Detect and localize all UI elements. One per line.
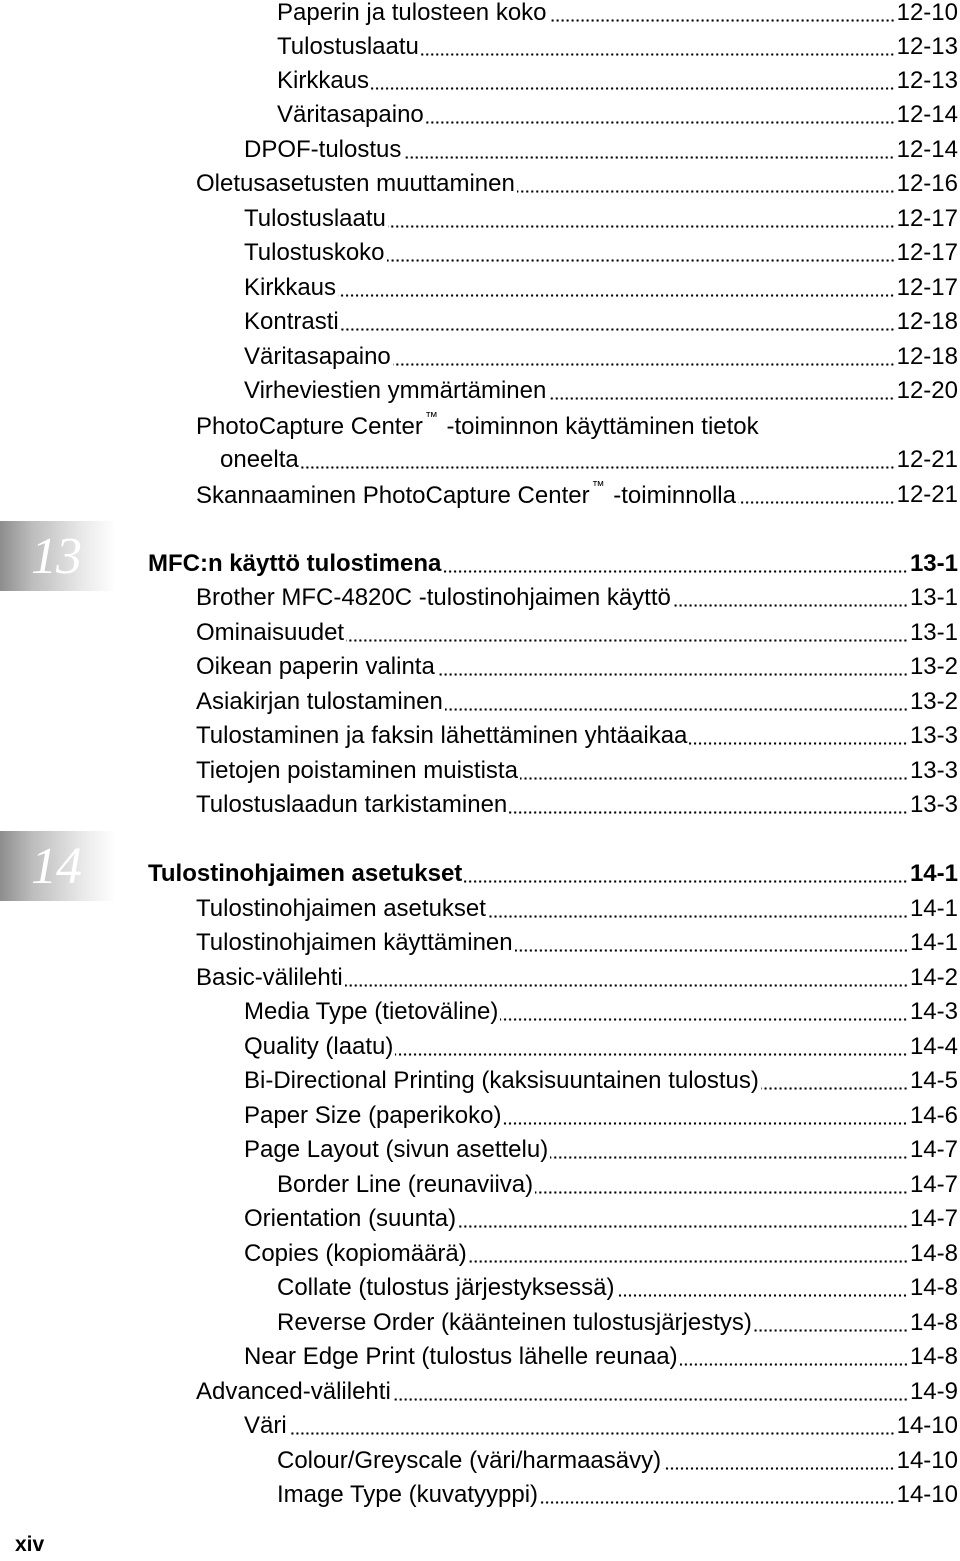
dot-leader	[443, 570, 908, 573]
dot-leader	[738, 501, 895, 504]
toc-entry-page: 12-17	[896, 205, 958, 232]
toc-entry-title: Basic-välilehti	[196, 964, 343, 991]
toc-entry-page: 12-14	[896, 136, 958, 163]
dot-leader	[388, 225, 895, 228]
dot-leader	[754, 1329, 908, 1332]
toc-entry[interactable]	[244, 374, 958, 408]
dot-leader	[535, 1191, 908, 1194]
toc-entry-title: Tulostinohjaimen käyttäminen	[196, 929, 513, 956]
dot-leader	[421, 53, 895, 56]
toc-entry-page: 13-3	[909, 722, 958, 749]
toc-entry[interactable]	[196, 581, 958, 615]
toc-entry[interactable]	[196, 788, 958, 822]
toc-entry-title: Tulostaminen ja faksin lähettäminen yhtäaikaa	[196, 722, 688, 749]
toc-entry[interactable]	[244, 1340, 958, 1374]
toc-entry[interactable]	[196, 685, 958, 719]
dot-leader	[616, 1294, 908, 1297]
toc-entry[interactable]	[277, 1168, 958, 1202]
toc-entry-title: Tulostuslaatu	[244, 205, 386, 232]
toc-entry-title: Brother MFC-4820C -tulostinohjaimen käyttö	[196, 584, 671, 611]
page-number: xiv	[15, 1533, 45, 1556]
toc-entry-title: Collate (tulostus järjestyksessä)	[277, 1274, 615, 1301]
dot-leader	[393, 1398, 908, 1401]
toc-entry-page: 14-7	[909, 1171, 958, 1198]
toc-entry-title: Virheviestien ymmärtäminen	[244, 377, 547, 404]
toc-entry[interactable]	[244, 1064, 958, 1098]
toc-entry-page: 13-3	[909, 757, 958, 784]
toc-entry-title: Tulostinohjaimen asetukset	[196, 895, 486, 922]
toc-entry-title: Reverse Order (käänteinen tulostusjärjestys)	[277, 1309, 752, 1336]
toc-entry[interactable]	[196, 892, 958, 926]
dot-leader	[689, 742, 908, 745]
toc-chapter-entry[interactable]	[148, 547, 958, 581]
toc-entry[interactable]	[196, 926, 958, 960]
toc-entry-page: 12-13	[896, 67, 958, 94]
toc-entry[interactable]	[277, 1306, 958, 1340]
dot-leader	[338, 294, 895, 297]
toc-entry-title: Orientation (suunta)	[244, 1205, 457, 1232]
toc-entry-title: Oletusasetusten muuttaminen	[196, 170, 515, 197]
toc-entry[interactable]	[196, 409, 759, 443]
dot-leader	[371, 87, 895, 90]
toc-entry-title: Image Type (kuvatyyppi)	[277, 1481, 539, 1508]
toc-entry[interactable]	[277, 1478, 958, 1512]
toc-entry-page: 14-9	[909, 1378, 958, 1405]
toc-entry-page: 14-3	[909, 998, 958, 1025]
toc-entry[interactable]	[277, 30, 958, 64]
toc-entry[interactable]	[244, 340, 958, 374]
toc-entry-page: 13-1	[909, 619, 958, 646]
toc-entry-title: Skannaaminen PhotoCapture Center ™ -toiminnolla	[196, 478, 736, 509]
toc-entry-page: 14-1	[909, 895, 958, 922]
dot-leader	[345, 984, 908, 987]
toc-entry-page: 13-2	[909, 653, 958, 680]
toc-entry-title: Kontrasti	[244, 308, 339, 335]
toc-entry-page: 13-1	[909, 550, 958, 577]
toc-entry-page: 14-8	[909, 1274, 958, 1301]
toc-entry-title: Kirkkaus	[244, 274, 337, 301]
dot-leader	[403, 156, 894, 159]
toc-entry[interactable]	[277, 64, 958, 98]
dot-leader	[469, 1260, 908, 1263]
toc-entry[interactable]	[244, 1202, 958, 1236]
toc-entry[interactable]	[277, 1444, 958, 1478]
dot-leader	[301, 466, 895, 469]
toc-entry-page: 14-6	[909, 1102, 958, 1129]
dot-leader	[517, 190, 895, 193]
toc-entry-page: 13-1	[909, 584, 958, 611]
toc-entry-title: Ominaisuudet	[196, 619, 345, 646]
toc-chapter-entry[interactable]	[148, 857, 958, 891]
toc-entry-title: Bi-Directional Printing (kaksisuuntainen tulostus)	[244, 1067, 759, 1094]
toc-entry-page: 14-8	[909, 1309, 958, 1336]
toc-entry-page: 12-18	[896, 343, 958, 370]
dot-leader	[680, 1363, 908, 1366]
dot-leader	[488, 915, 908, 918]
toc-entry-page: 12-21	[896, 481, 958, 508]
toc-entry-title: Border Line (reunaviiva)	[277, 1171, 534, 1198]
dot-leader	[346, 639, 908, 642]
dot-leader	[437, 673, 908, 676]
toc-entry[interactable]	[277, 0, 958, 30]
chapter-number: 13	[31, 527, 81, 585]
toc-entry-title: Väritasapaino	[277, 101, 424, 128]
toc-entry-title: Tulostuslaadun tarkistaminen	[196, 791, 508, 818]
toc-entry-title: oneelta	[220, 446, 299, 473]
dot-leader	[663, 1467, 894, 1470]
dot-leader	[445, 708, 908, 711]
dot-leader	[503, 1122, 907, 1125]
toc-entry[interactable]	[196, 478, 958, 512]
toc-entry-page: 14-8	[909, 1240, 958, 1267]
toc-entry-title: Väritasapaino	[244, 343, 391, 370]
toc-entry-page: 12-16	[896, 170, 958, 197]
toc-entry[interactable]	[244, 1237, 958, 1271]
dot-leader	[761, 1087, 908, 1090]
trademark-symbol: ™	[591, 478, 605, 493]
toc-entry[interactable]	[277, 1271, 958, 1305]
toc-entry[interactable]	[244, 305, 958, 339]
toc-entry[interactable]	[244, 271, 958, 305]
toc-entry[interactable]	[244, 236, 958, 270]
toc-entry-title: Page Layout (sivun asettelu)	[244, 1136, 549, 1163]
dot-leader	[395, 1053, 908, 1056]
toc-entry-page: 12-17	[896, 239, 958, 266]
toc-entry-title: MFC:n käyttö tulostimena	[148, 550, 442, 577]
toc-entry-page: 13-2	[909, 688, 958, 715]
toc-entry-page: 14-1	[909, 929, 958, 956]
toc-entry[interactable]	[196, 1375, 958, 1409]
dot-leader	[673, 604, 908, 607]
dot-leader	[550, 1156, 908, 1159]
toc-entry-page: 12-18	[896, 308, 958, 335]
chapter-number: 14	[31, 837, 81, 895]
trademark-symbol: ™	[424, 409, 438, 424]
toc-entry-title: Colour/Greyscale (väri/harmaasävy)	[277, 1447, 662, 1474]
toc-entry-title: Asiakirjan tulostaminen	[196, 688, 443, 715]
toc-entry-title: Advanced-välilehti	[196, 1378, 391, 1405]
toc-entry-page: 12-20	[896, 377, 958, 404]
toc-entry-title: Tietojen poistaminen muistista	[196, 757, 518, 784]
chapter-tab-13	[0, 521, 116, 591]
toc-entry-page: 14-5	[909, 1067, 958, 1094]
toc-entry-title: Tulostinohjaimen asetukset	[148, 860, 463, 887]
toc-entry-page: 14-2	[909, 964, 958, 991]
toc-entry-page: 14-10	[896, 1447, 958, 1474]
dot-leader	[464, 880, 908, 883]
toc-entry[interactable]	[196, 616, 958, 650]
toc-entry-page: 14-8	[909, 1343, 958, 1370]
toc-entry-title: Paperin ja tulosteen koko	[277, 0, 547, 26]
dot-leader	[393, 363, 895, 366]
toc-entry[interactable]	[196, 754, 958, 788]
toc-entry[interactable]	[244, 1133, 958, 1167]
toc-entry-page: 14-10	[896, 1412, 958, 1439]
toc-entry-page: 12-21	[896, 446, 958, 473]
toc-entry-page: 14-7	[909, 1136, 958, 1163]
dot-leader	[387, 259, 895, 262]
chapter-tab-14	[0, 831, 116, 901]
dot-leader	[540, 1501, 895, 1504]
toc-entry-title: Väri	[244, 1412, 287, 1439]
toc-entry-title: Copies (kopiomäärä)	[244, 1240, 467, 1267]
toc-entry-title: Tulostuslaatu	[277, 33, 419, 60]
dot-leader	[341, 328, 895, 331]
dot-leader	[426, 121, 895, 124]
toc-entry-title: PhotoCapture Center ™ -toiminnon käyttäminen tietok	[196, 409, 759, 440]
toc-entry-page: 14-10	[896, 1481, 958, 1508]
dot-leader	[289, 1432, 895, 1435]
toc-entry-title: Media Type (tietoväline)	[244, 998, 499, 1025]
toc-entry-page: 12-14	[896, 101, 958, 128]
dot-leader	[458, 1225, 908, 1228]
toc-entry[interactable]	[220, 443, 958, 477]
toc-entry-title: Quality (laatu)	[244, 1033, 394, 1060]
toc-entry[interactable]	[244, 202, 958, 236]
dot-leader	[520, 777, 908, 780]
dot-leader	[549, 19, 895, 22]
toc-entry-page: 14-7	[909, 1205, 958, 1232]
toc-entry-page: 12-13	[896, 33, 958, 60]
toc-entry-title: Paper Size (paperikoko)	[244, 1102, 502, 1129]
toc-entry-title: DPOF-tulostus	[244, 136, 402, 163]
toc-entry[interactable]	[196, 167, 958, 201]
toc-entry-page: 14-1	[909, 860, 958, 887]
toc-entry-page: 13-3	[909, 791, 958, 818]
toc-entry-title: Tulostuskoko	[244, 239, 385, 266]
toc-entry[interactable]	[244, 995, 958, 1029]
toc-entry[interactable]	[244, 133, 958, 167]
toc-entry[interactable]	[277, 98, 958, 132]
dot-leader	[515, 949, 908, 952]
toc-entry-title: Near Edge Print (tulostus lähelle reunaa)	[244, 1343, 678, 1370]
toc-entry[interactable]	[244, 1099, 958, 1133]
toc-entry[interactable]	[196, 719, 958, 753]
toc-entry-page: 12-17	[896, 274, 958, 301]
toc-entry[interactable]	[244, 1030, 958, 1064]
toc-entry[interactable]	[244, 1409, 958, 1443]
toc-entry[interactable]	[196, 650, 958, 684]
toc-entry[interactable]	[196, 961, 958, 995]
dot-leader	[548, 397, 894, 400]
toc-entry-page: 12-10	[896, 0, 958, 26]
dot-leader	[500, 1018, 908, 1021]
toc-entry-page: 14-4	[909, 1033, 958, 1060]
dot-leader	[509, 811, 908, 814]
toc-entry-title: Kirkkaus	[277, 67, 370, 94]
toc-entry-title: Oikean paperin valinta	[196, 653, 435, 680]
